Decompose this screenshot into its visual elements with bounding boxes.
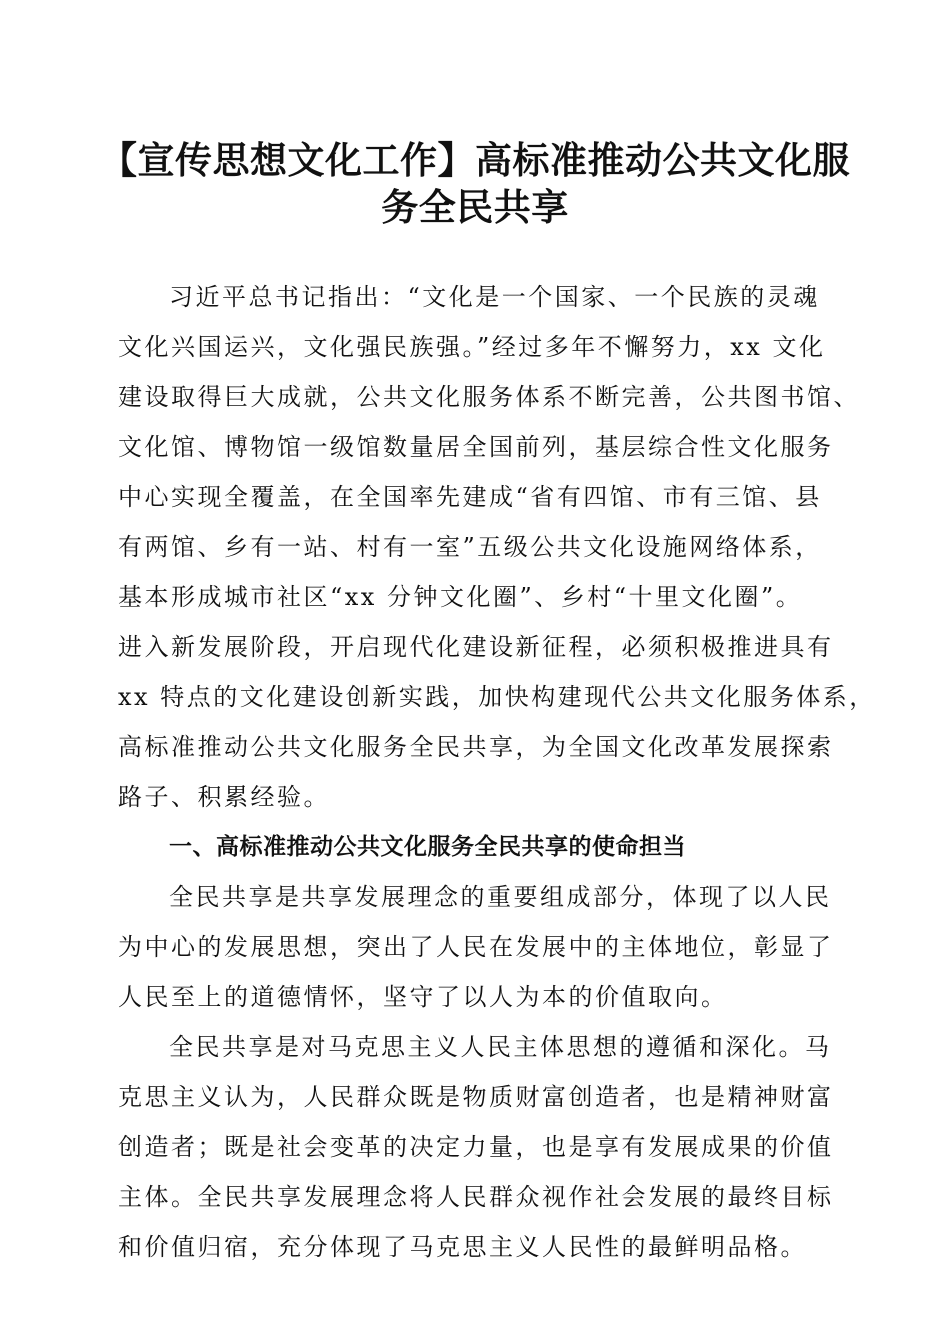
paragraph-line: 主体。全民共享发展理念将人民群众视作社会发展的最终目标 bbox=[118, 1183, 834, 1211]
document-title-line-1: 【宣传思想文化工作】高标准推动公共文化服 bbox=[100, 138, 850, 182]
paragraph-line: 为中心的发展思想，突出了人民在发展中的主体地位，彰显了 bbox=[118, 933, 834, 961]
paragraph-1 bbox=[118, 272, 876, 822]
paragraph-line: 人民至上的道德情怀，坚守了以人为本的价值取向。 bbox=[118, 983, 728, 1011]
paragraph-line: 文化兴国运兴，文化强民族强。”经过多年不懈努力，xx 文化 bbox=[118, 333, 826, 361]
paragraph-line: 全民共享是对马克思主义人民主体思想的遵循和深化。马 bbox=[169, 1033, 832, 1061]
paragraph-line: 克思主义认为，人民群众既是物质财富创造者，也是精神财富 bbox=[118, 1083, 834, 1111]
section-heading-text: 一、高标准推动公共文化服务全民共享的使命担当 bbox=[169, 834, 686, 860]
paragraph-2 bbox=[118, 872, 848, 1022]
paragraph-line: xx 特点的文化建设创新实践，加快构建现代公共文化服务体系， bbox=[118, 683, 876, 711]
paragraph-line: 有两馆、乡有一站、村有一室”五级公共文化设施网络体系， bbox=[118, 533, 822, 561]
paragraph-line: 基本形成城市社区“xx 分钟文化圈”、乡村“十里文化圈”。 bbox=[118, 583, 803, 611]
paragraph-line: 进入新发展阶段，开启现代化建设新征程，必须积极推进具有 bbox=[118, 633, 834, 661]
paragraph-line: 路子、积累经验。 bbox=[118, 783, 330, 811]
document-body bbox=[118, 272, 876, 1272]
paragraph-line: 创造者；既是社会变革的决定力量，也是享有发展成果的价值 bbox=[118, 1133, 834, 1161]
paragraph-3 bbox=[118, 1022, 848, 1272]
document-title-line-2: 务全民共享 bbox=[381, 185, 569, 229]
paragraph-line: 建设取得巨大成就，公共文化服务体系不断完善，公共图书馆、 bbox=[118, 383, 860, 411]
paragraph-line: 全民共享是共享发展理念的重要组成部分，体现了以人民 bbox=[169, 883, 832, 911]
section-heading-1 bbox=[118, 822, 848, 872]
paragraph-line: 文化馆、博物馆一级馆数量居全国前列，基层综合性文化服务 bbox=[118, 433, 834, 461]
paragraph-line: 和价值归宿，充分体现了马克思主义人民性的最鲜明品格。 bbox=[118, 1233, 807, 1261]
paragraph-line: 高标准推动公共文化服务全民共享，为全国文化改革发展探索 bbox=[118, 733, 834, 761]
paragraph-line: 中心实现全覆盖，在全国率先建成“省有四馆、市有三馆、县 bbox=[118, 483, 822, 511]
paragraph-line: 习近平总书记指出：“文化是一个国家、一个民族的灵魂 bbox=[169, 283, 820, 311]
